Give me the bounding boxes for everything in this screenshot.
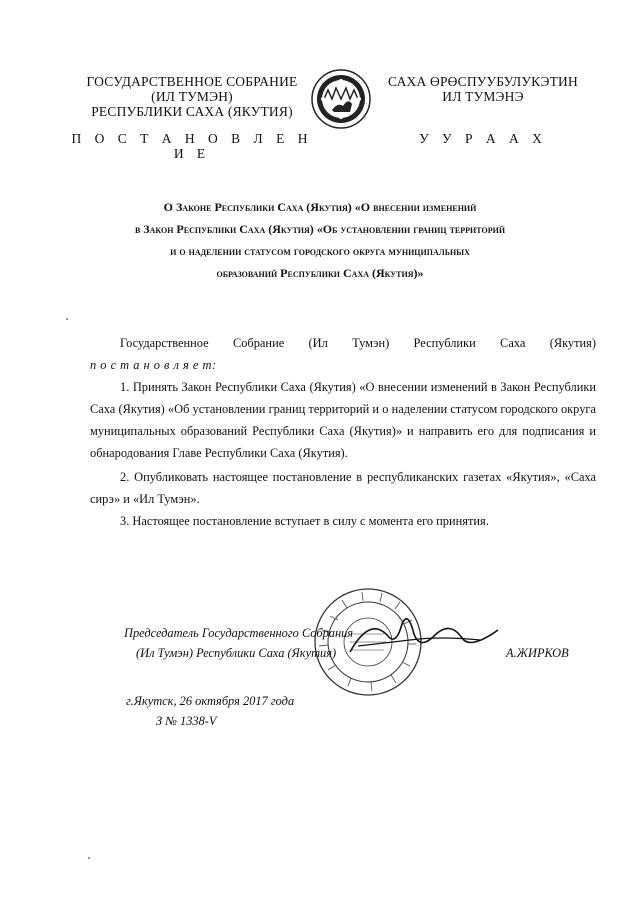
- doc-type-yakut: У У Р А А Х: [419, 131, 547, 146]
- place-and-date: г.Якутск, 26 октября 2017 года: [126, 694, 295, 708]
- item-3-paragraph: 3. Настоящее постановление вступает в силу с момента его принятия.: [120, 514, 489, 528]
- item-2-paragraph: 2. Опубликовать настоящее постановление в республиканских газетах «Якутия», «Саха сирэ» и «Ил Тумэн».: [90, 470, 596, 506]
- issuer-line-1: ГОСУДАРСТВЕННОЕ СОБРАНИЕ: [86, 74, 298, 89]
- title-line-4: образований Республики Саха (Якутия)»: [216, 266, 424, 280]
- issuer-line-3: РЕСПУБЛИКИ САХА (ЯКУТИЯ): [91, 104, 293, 119]
- intro-paragraph: Государственное Собрание (Ил Тумэн) Республики Саха (Якутия): [120, 336, 596, 350]
- document-number: З № 1338-V: [156, 714, 217, 728]
- signatory-position-line-2: (Ил Тумэн) Республики Саха (Якутия): [136, 646, 337, 660]
- signatory-name: А.ЖИРКОВ: [506, 646, 569, 660]
- item-1-paragraph: 1. Принять Закон Республики Саха (Якутия) «О внесении изменений в Закон Республики Саха (Якутия) «Об установлении границ территорий и о наделении статусом городского округа муниципальных образований Республики Саха (Якутия)» и направить его для подписания и обнародования Главе Республики Саха (Якутия).: [90, 380, 596, 460]
- doc-type-russian: П О С Т А Н О В Л Е Н И Е: [71, 131, 313, 161]
- issuer-yakut-line-2: ИЛ ТУМЭНЭ: [442, 89, 524, 104]
- scan-dot: [88, 857, 90, 859]
- coat-of-arms-emblem-icon: [310, 68, 372, 130]
- scan-dot: [66, 318, 68, 320]
- issuer-yakut-line-1: САХА ӨРӨСПУУБУЛУКЭТИН: [388, 74, 578, 89]
- signatory-position-line-1: Председатель Государственного Собрания: [124, 626, 354, 640]
- issuer-name-russian: [62, 74, 322, 119]
- title-line-2: в Закон Республики Саха (Якутия) «Об установлении границ территорий: [134, 222, 506, 236]
- issuer-name-yakut: [368, 74, 598, 104]
- title-line-3: и о наделении статусом городского округа муниципальных: [170, 244, 470, 258]
- decree-verb: п о с т а н о в л я е т:: [90, 358, 217, 372]
- issuer-line-2: (ИЛ ТУМЭН): [151, 89, 233, 104]
- resolution-title: [60, 196, 580, 284]
- title-line-1: О Законе Республики Саха (Якутия) «О внесении изменений: [163, 200, 477, 214]
